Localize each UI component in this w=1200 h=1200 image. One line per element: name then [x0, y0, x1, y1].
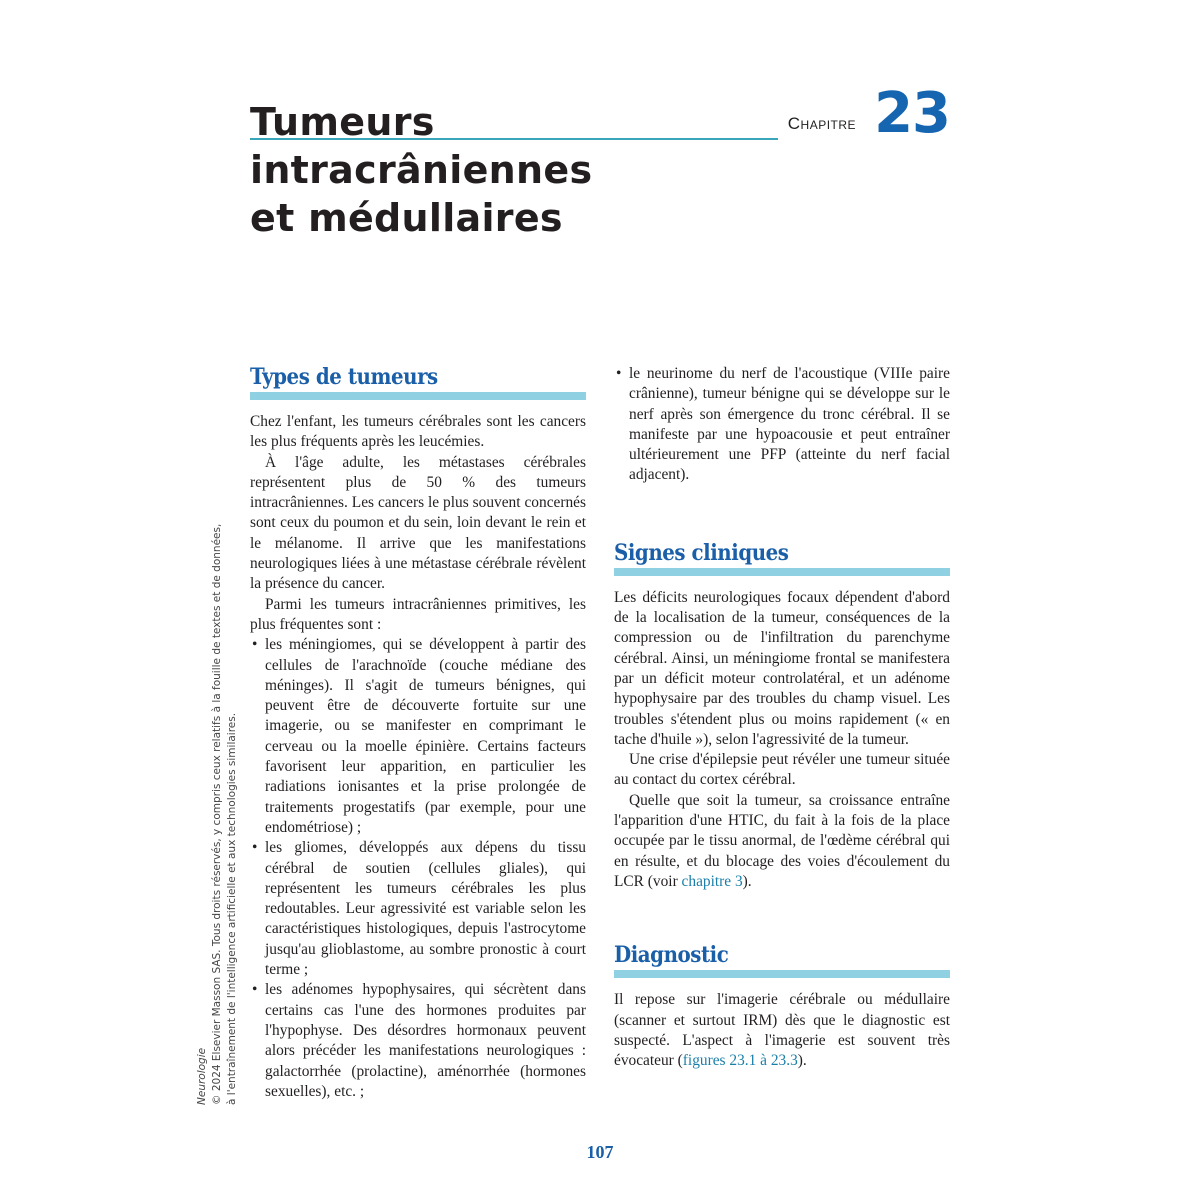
section-heading-diagnostic: Diagnostic	[614, 942, 729, 969]
text: Il repose sur l'imagerie cérébrale ou médullaire (scanner et surtout IRM) dès que le diagnostic est suspecté. L'aspect à l'imagerie est souvent très évocateur (	[614, 991, 950, 1070]
heading-bar	[250, 392, 586, 400]
copyright-sidebar	[195, 524, 240, 1105]
paragraph: Les déficits neurologiques focaux dépendent d'abord de la localisation de la tumeur, conséquences de la compression ou de l'infiltration du parenchyme cérébral. Ainsi, un méningiome frontal se manifestera par un déficit moteur controlatéral, et un adénome hypophysaire par des troubles du champ visuel. Les troubles s'étendent plus ou moins rapidement (« en tache d'huile »), selon l'agressivité de la tumeur.	[614, 588, 950, 748]
tumor-list-continued	[614, 364, 950, 486]
text: ).	[742, 872, 752, 890]
chapter-label: Chapitre	[787, 114, 857, 133]
paragraph: À l'âge adulte, les métastases cérébrales représentent plus de 50 % des tumeurs intracrâniennes. Les cancers le plus souvent concernés sont ceux du poumon et du sein, loin devant le rein et le mélanome. Il arrive que les manifestations neurologiques liées à une métastase cérébrale révèlent la présence du cancer.	[250, 453, 586, 593]
heading-bar	[614, 970, 950, 978]
figures-link[interactable]: figures 23.1 à 23.3	[682, 1052, 798, 1070]
chapter-marker	[778, 81, 950, 146]
chapter-link[interactable]: chapitre 3	[681, 872, 743, 890]
paragraph: Parmi les tumeurs intracrâniennes primitives, les plus fréquentes sont :	[250, 595, 586, 633]
chapter-number: 23	[874, 81, 950, 146]
left-column	[250, 364, 586, 1102]
title-line: intracrâniennes	[250, 148, 593, 192]
tumor-list	[250, 635, 586, 1102]
page-number: 107	[586, 1142, 614, 1162]
list-item: • les méningiomes, qui se développent à partir des cellules de l'arachnoïde (couche médiane des méninges). Il s'agit de tumeurs bénignes, qui peuvent être de découverte fortuite sur une imagerie, ou se manifester en comprimant le cerveau ou la moelle épinière. Certains facteurs favorisent leur apparition, en particulier les radiations ionisantes et la prise prolongée de traitements progestatifs (par exemple, pour une endométriose) ;	[250, 635, 586, 838]
book-title: Neurologie	[196, 1047, 208, 1105]
paragraph: Chez l'enfant, les tumeurs cérébrales sont les cancers les plus fréquents après les leucémies.	[250, 413, 586, 451]
paragraph: Une crise d'épilepsie peut révéler une tumeur située au contact du cortex cérébral.	[614, 751, 950, 789]
title-line: et médullaires	[250, 196, 563, 240]
list-item: • les gliomes, développés aux dépens du tissu cérébral de soutien (cellules gliales), qui représentent les tumeurs cérébrales les plus redoutables. Leur agressivité est variable selon les caractéristiques histologiques, depuis l'astrocytome jusqu'au glioblastome, au sombre pronostic à court terme ;	[250, 838, 586, 980]
paragraph	[614, 990, 950, 1071]
list-item: • le neurinome du nerf de l'acoustique (VIIIe paire crânienne), tumeur bénigne qui se développe sur le nerf après son émergence du tronc cérébral. Il se manifeste par une hypoacousie et peut entraîner ultérieurement une PFP (atteinte du nerf facial adjacent).	[614, 364, 950, 486]
text: Quelle que soit la tumeur, sa croissance entraîne l'apparition d'une HTIC, du fait à la fois de la place occupée par le tissu anormal, de l'œdème cérébral qui en résulte, et du blocage des voies d'écoulement du LCR (voir	[614, 791, 950, 890]
copyright-line: à l'entraînement de l'intelligence artificielle et aux technologies similaires.	[226, 712, 238, 1105]
paragraph	[614, 791, 950, 892]
list-item: • les adénomes hypophysaires, qui sécrètent dans certains cas l'une des hormones produites par l'hypophyse. Des désordres hormonaux peuvent alors précéder les manifestations neurologiques : galactorrhée (prolactine), aménorrhée (hormones sexuelles), etc. ;	[250, 980, 586, 1102]
heading-bar	[614, 568, 950, 576]
copyright-line: © 2024 Elsevier Masson SAS. Tous droits réservés, y compris ceux relatifs à la fouille de textes et de données,	[211, 523, 223, 1105]
section-heading-types: Types de tumeurs	[250, 364, 438, 390]
title-line: Tumeurs	[250, 100, 435, 144]
chapter-title	[250, 98, 592, 242]
section-heading-signes: Signes cliniques	[614, 539, 789, 566]
right-column	[614, 364, 950, 1071]
text: ).	[797, 1052, 807, 1070]
